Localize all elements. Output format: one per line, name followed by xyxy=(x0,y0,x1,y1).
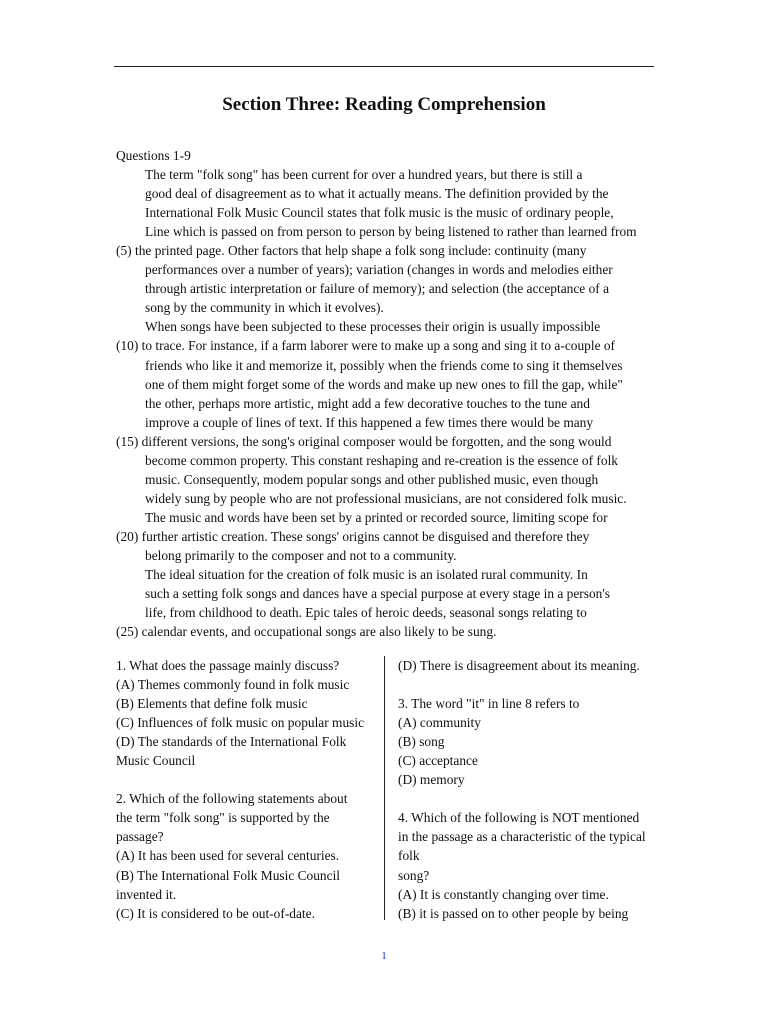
passage-line xyxy=(116,413,676,432)
passage-line xyxy=(116,527,676,546)
passage-text: such a setting folk songs and dances have a special purpose at every stage in a person's xyxy=(145,586,610,602)
line-number: (5) xyxy=(116,243,132,259)
line-number: (25) xyxy=(116,624,139,640)
passage-line xyxy=(116,317,676,336)
passage-text: widely sung by people who are not professional musicians, are not considered folk music. xyxy=(145,490,627,506)
passage-line xyxy=(116,394,676,413)
passage-line xyxy=(116,546,676,565)
passage-line xyxy=(116,584,676,603)
question-line: Music Council xyxy=(116,753,196,769)
passage-text: life, from childhood to death. Epic tales of heroic deeds, seasonal songs relating to xyxy=(145,605,587,621)
question-line: (D) The standards of the International Folk xyxy=(116,734,347,750)
question-line: (D) memory xyxy=(398,772,465,788)
line-number: (20) xyxy=(116,528,139,544)
top-rule xyxy=(114,66,654,67)
question-line: in the passage as a characteristic of the typical xyxy=(398,829,646,845)
passage-line xyxy=(116,470,676,489)
passage-lines xyxy=(116,165,676,641)
question-line: (A) Themes commonly found in folk music xyxy=(116,677,350,693)
question-line: (C) It is considered to be out-of-date. xyxy=(116,905,315,921)
passage-line xyxy=(116,184,676,203)
passage-text: The music and words have been set by a printed or recorded source, limiting scope for xyxy=(145,509,608,525)
question-line: (B) Elements that define folk music xyxy=(116,696,308,712)
line-number: (15) xyxy=(116,433,139,449)
passage-line xyxy=(116,451,676,470)
question-line: the term "folk song" is supported by the xyxy=(116,810,330,826)
passage-line xyxy=(116,603,676,622)
question-line: passage? xyxy=(116,829,164,845)
passage-line xyxy=(116,203,676,222)
passage-line xyxy=(116,260,676,279)
question-block xyxy=(398,808,660,922)
passage-line xyxy=(116,375,676,394)
passage-line xyxy=(116,165,676,184)
passage-line xyxy=(116,622,676,641)
line-number: (10) xyxy=(116,338,139,354)
question-line: (A) It has been used for several centuries. xyxy=(116,848,340,864)
question-line: 2. Which of the following statements about xyxy=(116,791,348,807)
question-line: (B) it is passed on to other people by being xyxy=(398,905,629,921)
passage-text: to trace. For instance, if a farm laborer were to make up a song and sing it to a-couple of xyxy=(141,338,616,354)
question-line: 4. Which of the following is NOT mentioned xyxy=(398,810,640,826)
reading-passage xyxy=(116,146,676,641)
page-number: 1 xyxy=(381,950,387,962)
question-line: folk xyxy=(398,848,420,864)
passage-text: Line which is passed on from person to person by being listened to rather than learned from xyxy=(145,224,637,240)
passage-text: friends who like it and memorize it, possibly when the friends come to sing it themselves xyxy=(145,357,623,373)
passage-text: performances over a number of years); variation (changes in words and melodies either xyxy=(145,262,613,278)
passage-text: improve a couple of lines of text. If this happened a few times there would be many xyxy=(145,414,594,430)
passage-text: further artistic creation. These songs' origins cannot be disguised and therefore they xyxy=(141,528,590,544)
question-block xyxy=(398,656,660,675)
page-title: Section Three: Reading Comprehension xyxy=(222,94,546,115)
passage-line xyxy=(116,222,676,241)
passage-line xyxy=(116,489,676,508)
passage-text: good deal of disagreement as to what it actually means. The definition provided by the xyxy=(145,186,609,202)
passage-text: different versions, the song's original composer would be forgotten, and the song would xyxy=(141,433,612,449)
question-block xyxy=(116,656,378,770)
passage-line xyxy=(116,298,676,317)
passage-line xyxy=(116,279,676,298)
passage-text: The ideal situation for the creation of folk music is an isolated rural community. In xyxy=(145,567,588,583)
passage-text: the other, perhaps more artistic, might add a few decorative touches to the tune and xyxy=(145,395,590,411)
passage-line xyxy=(116,565,676,584)
passage-text: the printed page. Other factors that help shape a folk song include: continuity (many xyxy=(134,243,587,259)
passage-line xyxy=(116,241,676,260)
passage-text: belong primarily to the composer and not to a community. xyxy=(145,547,457,563)
question-line: 3. The word "it" in line 8 refers to xyxy=(398,696,580,712)
questions-column-right xyxy=(398,656,660,923)
question-block xyxy=(116,789,378,922)
passage-text: When songs have been subjected to these processes their origin is usually impossible xyxy=(145,319,601,335)
question-block xyxy=(398,694,660,789)
passage-text: become common property. This constant reshaping and re-creation is the essence of folk xyxy=(145,452,618,468)
passage-text: one of them might forget some of the words and make up new ones to fill the gap, while" xyxy=(145,376,623,392)
passage-text: International Folk Music Council states that folk music is the music of ordinary people, xyxy=(145,205,614,221)
column-divider xyxy=(384,656,385,920)
question-line: (C) Influences of folk music on popular music xyxy=(116,715,365,731)
questions-column-left xyxy=(116,656,378,923)
question-line: (B) The International Folk Music Council xyxy=(116,867,341,883)
passage-text: music. Consequently, modem popular songs and other published music, even though xyxy=(145,471,599,487)
question-line: (C) acceptance xyxy=(398,753,478,769)
question-line: (D) There is disagreement about its meaning. xyxy=(398,658,640,673)
question-line: (A) It is constantly changing over time. xyxy=(398,886,609,902)
passage-text: The term "folk song" has been current for over a hundred years, but there is still a xyxy=(145,167,583,183)
question-line: invented it. xyxy=(116,886,177,902)
passage-text: calendar events, and occupational songs are also likely to be sung. xyxy=(141,624,497,640)
question-line: 1. What does the passage mainly discuss? xyxy=(116,658,340,673)
passage-line xyxy=(116,432,676,451)
question-line: (B) song xyxy=(398,734,445,750)
question-line: (A) community xyxy=(398,715,481,731)
question-line: song? xyxy=(398,867,430,883)
passage-line xyxy=(116,508,676,527)
questions-label: Questions 1-9 xyxy=(116,148,191,163)
passage-text: through artistic interpretation or failure of memory); and selection (the acceptance of a xyxy=(145,281,610,297)
passage-line xyxy=(116,336,676,355)
passage-text: song by the community in which it evolves). xyxy=(145,300,384,316)
passage-line xyxy=(116,356,676,375)
